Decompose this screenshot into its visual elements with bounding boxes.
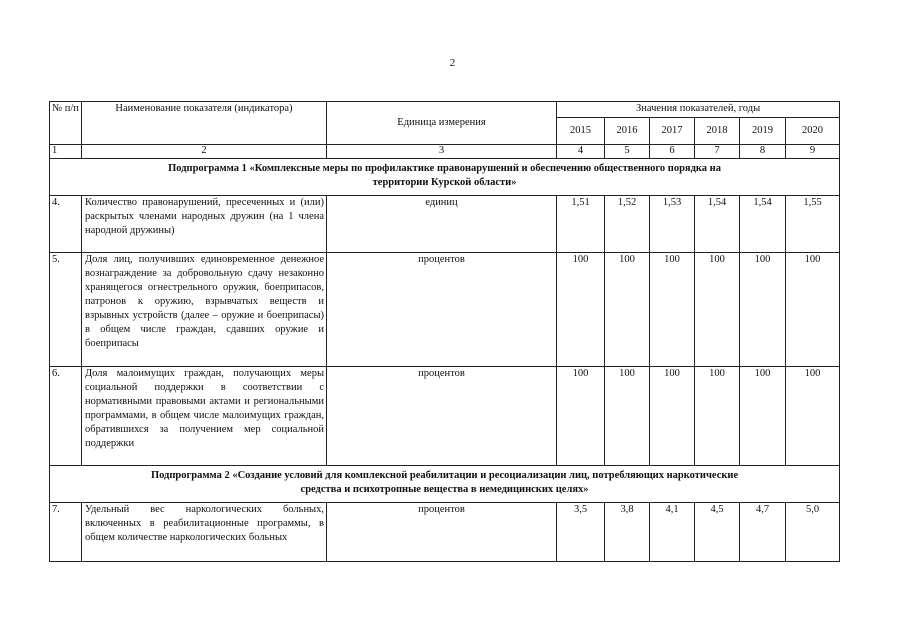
column-index: 1 xyxy=(50,145,82,159)
value-cell: 5,0 xyxy=(786,503,840,562)
indicator-name: Удельный вес наркологических больных, включенных в реабилитационные программы, в общем количестве наркологических больных xyxy=(82,503,327,562)
value-cell: 100 xyxy=(695,253,740,367)
value-cell: 100 xyxy=(786,367,840,466)
value-cell: 1,51 xyxy=(557,196,605,253)
row-number: 4. xyxy=(50,196,82,253)
value-cell: 100 xyxy=(740,367,786,466)
column-index: 8 xyxy=(740,145,786,159)
header-year: 2018 xyxy=(695,118,740,145)
value-cell: 100 xyxy=(786,253,840,367)
value-cell: 100 xyxy=(650,253,695,367)
table-row xyxy=(50,196,840,253)
header-values: Значения показателей, годы xyxy=(557,102,840,118)
unit-cell: единиц xyxy=(327,196,557,253)
subprogram-1-heading: Подпрограмма 1 «Комплексные меры по профилактике правонарушений и обеспечению общественного порядка на территории Курской области» xyxy=(50,159,840,196)
header-year: 2020 xyxy=(786,118,840,145)
column-index: 2 xyxy=(82,145,327,159)
value-cell: 3,8 xyxy=(605,503,650,562)
header-year: 2015 xyxy=(557,118,605,145)
value-cell: 1,54 xyxy=(740,196,786,253)
column-index: 7 xyxy=(695,145,740,159)
header-no: № п/п xyxy=(50,102,82,145)
indicator-name: Доля лиц, получивших единовременное денежное вознаграждение за добровольную сдачу незаконно хранящегося огнестрельного оружия, боеприпасов, патронов к оружию, взрывчатых веществ и взрывных устройств (далее – оружие и боеприпасы) в общем числе граждан, сдавших оружие и боеприпасы xyxy=(82,253,327,367)
column-index: 4 xyxy=(557,145,605,159)
value-cell: 3,5 xyxy=(557,503,605,562)
value-cell: 4,1 xyxy=(650,503,695,562)
value-cell: 100 xyxy=(695,367,740,466)
header-name: Наименование показателя (индикатора) xyxy=(82,102,327,145)
value-cell: 100 xyxy=(650,367,695,466)
table-row xyxy=(50,367,840,466)
header-unit: Единица измерения xyxy=(327,102,557,145)
value-cell: 1,55 xyxy=(786,196,840,253)
indicator-name: Количество правонарушений, пресеченных и (или) раскрытых членами народных дружин (на 1 члена народной дружины) xyxy=(82,196,327,253)
table-row xyxy=(50,503,840,562)
page-number: 2 xyxy=(449,57,456,69)
column-index: 9 xyxy=(786,145,840,159)
header-year: 2016 xyxy=(605,118,650,145)
value-cell: 100 xyxy=(605,253,650,367)
header-year: 2017 xyxy=(650,118,695,145)
table-row xyxy=(50,253,840,367)
row-number: 5. xyxy=(50,253,82,367)
subprogram-2-heading: Подпрограмма 2 «Создание условий для комплексной реабилитации и ресоциализации лиц, потребляющих наркотические средства и психотропные вещества в немедицинских целях» xyxy=(50,466,840,503)
column-index: 3 xyxy=(327,145,557,159)
value-cell: 100 xyxy=(740,253,786,367)
row-number: 6. xyxy=(50,367,82,466)
value-cell: 1,52 xyxy=(605,196,650,253)
header-year: 2019 xyxy=(740,118,786,145)
column-index: 6 xyxy=(650,145,695,159)
column-index-row xyxy=(50,145,840,159)
value-cell: 4,7 xyxy=(740,503,786,562)
unit-cell: процентов xyxy=(327,367,557,466)
value-cell: 1,54 xyxy=(695,196,740,253)
value-cell: 100 xyxy=(557,253,605,367)
value-cell: 1,53 xyxy=(650,196,695,253)
value-cell: 4,5 xyxy=(695,503,740,562)
row-number: 7. xyxy=(50,503,82,562)
value-cell: 100 xyxy=(605,367,650,466)
indicator-name: Доля малоимущих граждан, получающих меры социальной поддержки в соответствии с нормативными правовыми актами и региональными программами, в общем числе малоимущих граждан, обратившихся за получением мер социальной поддержки xyxy=(82,367,327,466)
unit-cell: процентов xyxy=(327,503,557,562)
indicators-table xyxy=(49,101,840,562)
unit-cell: процентов xyxy=(327,253,557,367)
column-index: 5 xyxy=(605,145,650,159)
value-cell: 100 xyxy=(557,367,605,466)
